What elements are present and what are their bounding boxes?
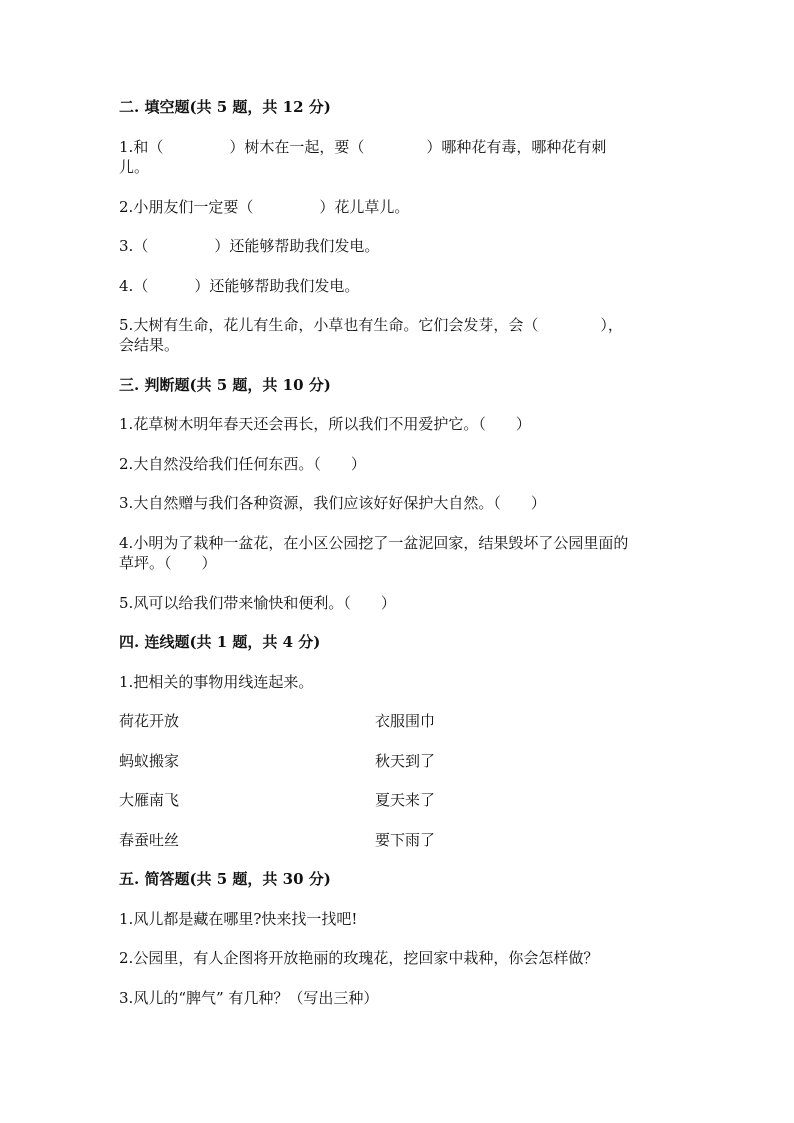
question-text: ） xyxy=(350,455,366,473)
match-right-item[interactable]: 夏天来了 xyxy=(375,791,436,809)
question-text: ）树木在一起，要（ xyxy=(229,138,365,156)
question-text: ）花儿草儿。 xyxy=(319,198,410,216)
section-heading-matching: 四. 连线题(共 1 题，共 4 分) xyxy=(119,633,321,651)
question-text: 风儿都是藏在哪里?快来找一找吧! xyxy=(133,910,358,928)
question-text: ） xyxy=(201,554,217,572)
question-text: 大自然赠与我们各种资源，我们应该好好保护大自然。（ xyxy=(133,494,501,512)
match-left-item[interactable]: 荷花开放 xyxy=(119,712,180,730)
match-right-item[interactable]: 秋天到了 xyxy=(375,752,436,770)
question-number: 2. xyxy=(119,949,134,967)
question-number: 4. xyxy=(119,277,134,295)
section-heading-true-false: 三. 判断题(共 5 题，共 10 分) xyxy=(119,376,331,394)
question-2-2 xyxy=(119,197,679,217)
question-number: 1. xyxy=(119,673,134,691)
question-text: ）还能够帮助我们发电。 xyxy=(214,237,380,255)
question-text: ）哪种花有毒，哪种花有刺 xyxy=(426,138,607,156)
question-5-2 xyxy=(119,948,679,968)
section-heading-short-answer: 五. 简答题(共 5 题，共 30 分) xyxy=(119,870,331,888)
question-text: 花草树木明年春天还会再长，所以我们不用爱护它。（ xyxy=(133,415,486,433)
match-left-item[interactable]: 大雁南飞 xyxy=(119,791,180,809)
question-text: 小明为了栽种一盆花，在小区公园挖了一盆泥回家，结果毁坏了公园里面的 xyxy=(133,534,629,552)
question-text: 大自然没给我们任何东西。（ xyxy=(133,455,321,473)
question-text: ）， xyxy=(600,316,623,334)
question-text: ） xyxy=(515,415,531,433)
question-3-4 xyxy=(119,533,679,573)
question-number: 1. xyxy=(119,910,134,928)
question-text: （ xyxy=(133,237,149,255)
question-number: 4. xyxy=(119,534,134,552)
question-number: 3. xyxy=(119,494,134,512)
match-left-item[interactable]: 春蚕吐丝 xyxy=(119,831,180,849)
question-2-5 xyxy=(119,315,679,355)
question-text: 大树有生命，花儿有生命，小草也有生命。它们会发芽，会（ xyxy=(133,316,539,334)
match-right-item[interactable]: 要下雨了 xyxy=(375,831,436,849)
question-number: 5. xyxy=(119,316,134,334)
question-number: 2. xyxy=(119,455,134,473)
question-text: 和（ xyxy=(133,138,164,156)
question-text: ） xyxy=(380,594,396,612)
question-text: 公园里，有人企图将开放艳丽的玫瑰花，挖回家中栽种，你会怎样做？ xyxy=(133,949,599,967)
question-text: （ xyxy=(133,277,149,295)
question-text: ） xyxy=(530,494,546,512)
question-3-5 xyxy=(119,593,679,613)
question-number: 3. xyxy=(119,237,134,255)
question-2-1 xyxy=(119,137,679,177)
question-3-2 xyxy=(119,454,679,474)
match-left-item[interactable]: 蚂蚁搬家 xyxy=(119,752,180,770)
question-number: 2. xyxy=(119,198,134,216)
question-text: ）还能够帮助我们发电。 xyxy=(194,277,360,295)
question-3-1 xyxy=(119,414,679,434)
question-number: 1. xyxy=(119,415,134,433)
question-text: 风儿的“脾气” 有几种？（写出三种） xyxy=(133,989,379,1007)
question-text: 小朋友们一定要（ xyxy=(133,198,254,216)
question-number: 3. xyxy=(119,989,134,1007)
question-5-3 xyxy=(119,988,679,1008)
question-5-1 xyxy=(119,909,679,929)
question-4-1 xyxy=(119,672,679,692)
question-text: 草坪。（ xyxy=(119,554,172,572)
question-number: 5. xyxy=(119,594,134,612)
question-3-3 xyxy=(119,493,679,513)
question-2-4 xyxy=(119,276,679,296)
question-text: 儿。 xyxy=(119,158,150,176)
question-text: 会结果。 xyxy=(119,336,180,354)
section-heading-fill-blank: 二. 填空题(共 5 题，共 12 分) xyxy=(119,98,331,116)
question-text: 风可以给我们带来愉快和便利。（ xyxy=(133,594,351,612)
match-right-item[interactable]: 衣服围巾 xyxy=(375,712,436,730)
question-2-3 xyxy=(119,236,679,256)
question-number: 1. xyxy=(119,138,134,156)
question-text: 把相关的事物用线连起来。 xyxy=(133,673,314,691)
